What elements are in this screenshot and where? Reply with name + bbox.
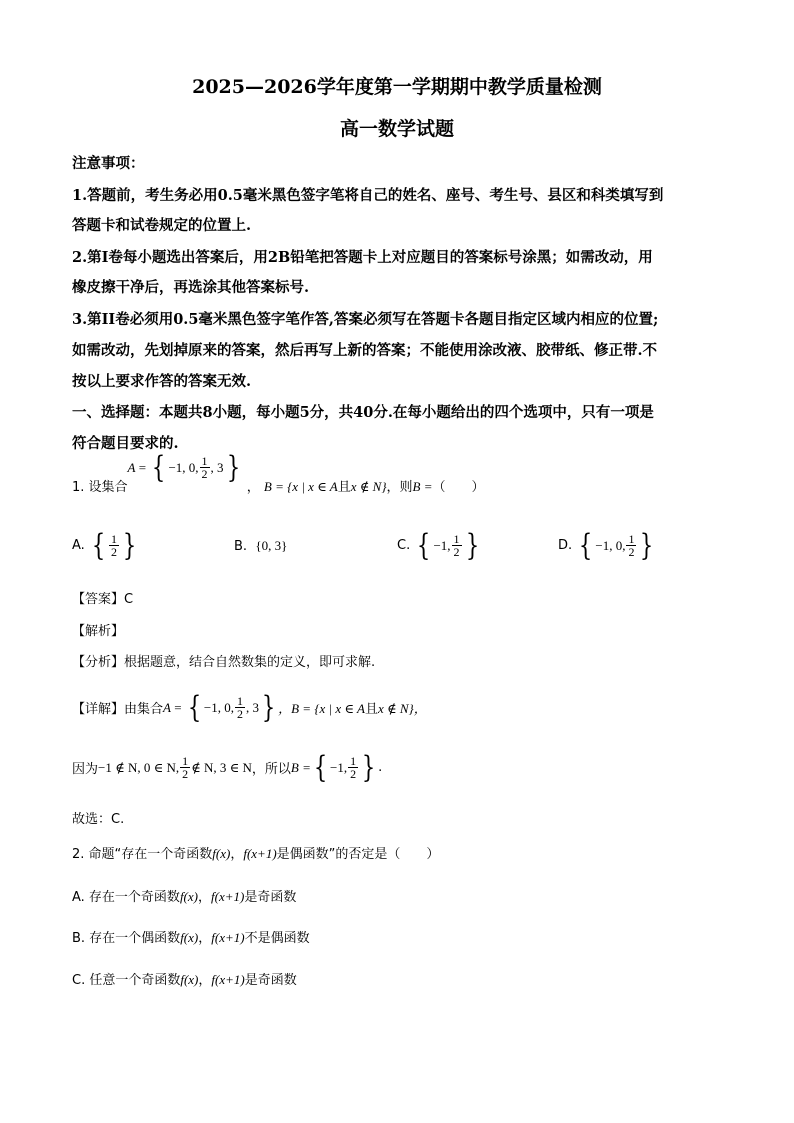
- note-3-line-2: 如需改动，先划掉原来的答案，然后再写上新的答案；不能使用涂改液、胶带纸、修正带.不: [72, 342, 658, 359]
- answer-value: C: [124, 592, 134, 607]
- q1-choice-c: C. { −1, $\frac{1}{2}$ }: [397, 528, 479, 563]
- q1-prefix: 1. 设集合: [72, 480, 128, 495]
- note-2-line-2: 橡皮擦干净后，再选涂其他答案标号.: [72, 279, 310, 296]
- notes-heading: 注意事项：: [72, 155, 145, 172]
- question-1-stem: 1. 设集合 A = { −1, 0, $\frac{1}{2}$ , 3 } ， B = {x | x ∈ A 且 x ∉ N} ，则 B = （ ）: [72, 450, 485, 495]
- exam-subtitle: 高一数学试题: [339, 118, 454, 140]
- q1-set-a: A = { −1, 0, $\frac{1}{2}$ , 3 }: [127, 450, 240, 485]
- q1-answer: [72, 588, 133, 607]
- q1-choice-b: B. {0, 3}: [234, 538, 288, 554]
- q1-because: 因为 −1 ∉ N, 0 ∈ N, $\frac{1}{2}$ ∉ N, 3 ∈ N ，所以 B = { −1, $\frac{1}{2}$ } .: [72, 750, 383, 785]
- q1-set-b: B = {x | x ∈ A: [263, 479, 338, 494]
- note-1-line-2: 答题卡和试卷规定的位置上.: [72, 217, 252, 234]
- note-3-line-1: 3.第II卷必须用0.5毫米黑色签字笔作答,答案必须写在答题卡各题目指定区域内相应的位置;: [72, 311, 659, 328]
- section-heading-line-2: 符合题目要求的.: [72, 435, 179, 452]
- note-1-line-1: 1.答题前，考生务必用0.5毫米黑色签字笔将自己的姓名、座号、考生号、县区和科类填写到: [72, 187, 664, 204]
- q1-choose: 故选：C.: [72, 812, 125, 827]
- q2-choice-c: C. 任意一个奇函数f(x)，f(x+1)是奇函数: [72, 972, 297, 988]
- analysis-tag: 【解析】: [72, 624, 125, 639]
- question-2-stem: 2. 命题“存在一个奇函数f(x)，f(x+1)是偶函数”的否定是（ ）: [72, 846, 440, 862]
- answer-tag: 【答案】: [72, 592, 125, 607]
- q1-detail: 【详解】 由集合 A = { −1, 0, $\frac{1}{2}$ , 3 } ，B = {x | x ∈ A 且 x ∉ N}，: [72, 690, 427, 725]
- q1-fenxi: 【分析】根据题意，结合自然数集的定义，即可求解.: [72, 655, 376, 670]
- q1-choice-a: A. { $\frac{1}{2}$ }: [72, 528, 137, 563]
- q1-choice-d: D. { −1, 0, $\frac{1}{2}$ }: [558, 528, 654, 563]
- q2-choice-b: B. 存在一个偶函数f(x)，f(x+1)不是偶函数: [72, 930, 310, 946]
- q2-choice-a: A. 存在一个奇函数f(x)，f(x+1)是奇函数: [72, 889, 297, 905]
- note-3-line-3: 按以上要求作答的答案无效.: [72, 373, 252, 390]
- section-heading-line-1: 一、选择题：本题共8小题，每小题5分，共40分.在每小题给出的四个选项中，只有一项是: [72, 404, 654, 421]
- exam-title: 2025—2026学年度第一学期期中教学质量检测: [192, 76, 602, 98]
- q1-answer-paren: （ ）: [432, 480, 485, 495]
- note-2-line-1: 2.第I卷每小题选出答案后，用2B铅笔把答题卡上对应题目的答案标号涂黑；如需改动，用: [72, 249, 653, 266]
